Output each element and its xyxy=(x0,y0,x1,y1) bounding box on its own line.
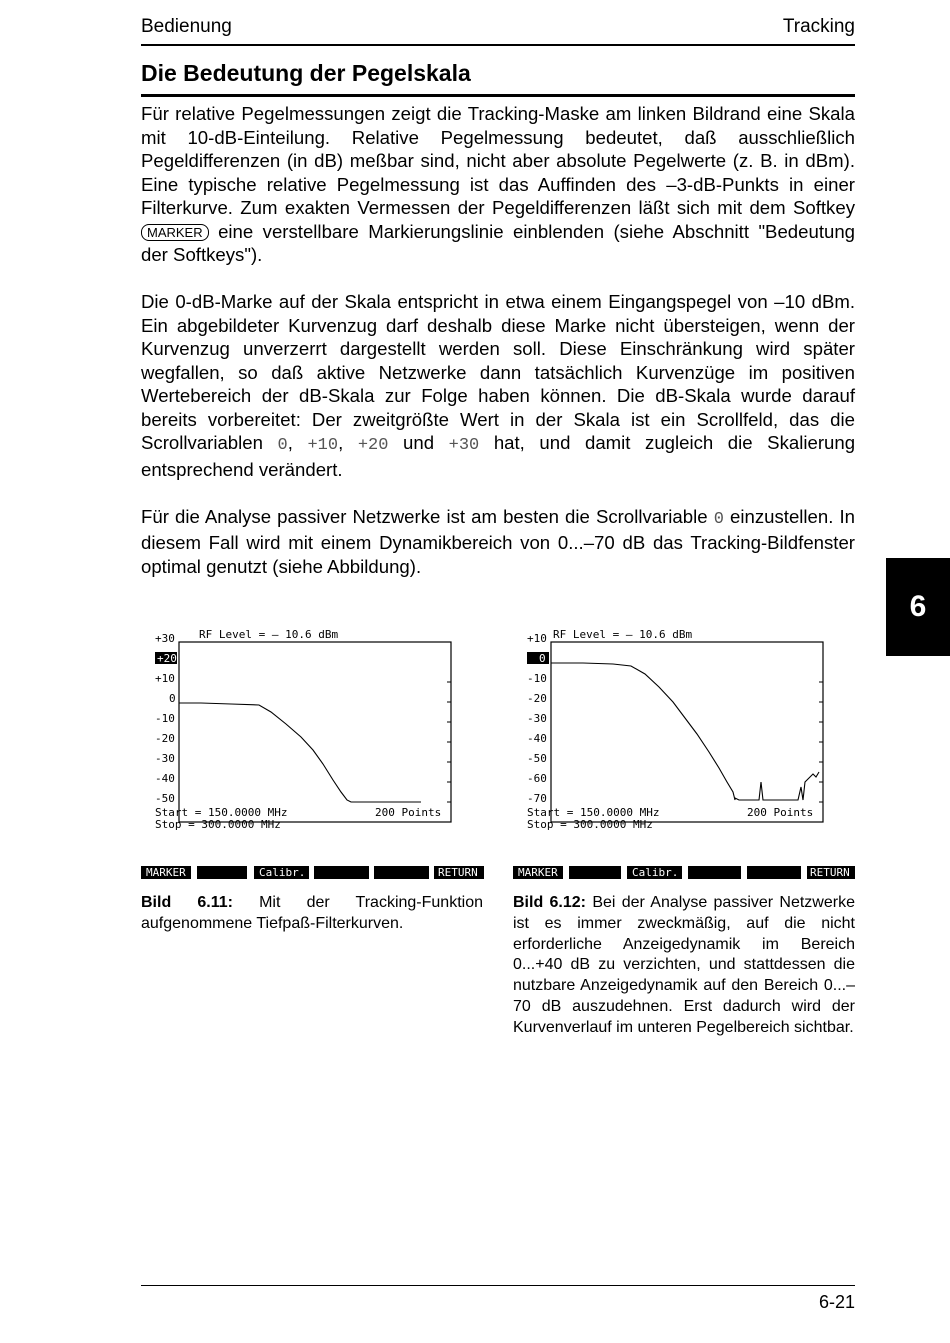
y-label: -40 xyxy=(155,772,175,785)
rf-level-readout: RF Level = – 10.6 dBm xyxy=(199,628,339,641)
filter-curve xyxy=(551,663,819,800)
caption-text: Mit der Tracking-Funktion aufgenommene Tiefpaß-Filterkurven. xyxy=(141,894,483,932)
softkey-blank-button[interactable] xyxy=(569,866,621,879)
scroll-field-highlight[interactable] xyxy=(527,652,549,664)
softkey-calibr-label: Calibr. xyxy=(632,866,679,879)
filter-curve xyxy=(179,703,421,802)
y-label: +10 xyxy=(155,672,175,685)
y-label: -60 xyxy=(527,772,547,785)
para2-text-b: hat, und damit zugleich die Skalierung entsprechend verändert. xyxy=(141,432,856,480)
softkey-return-label: RETURN xyxy=(438,866,478,879)
plot-frame xyxy=(179,642,451,822)
para2-text-a: Die 0-dB-Marke auf der Skala entspricht in etwa einem Eingangspegel von –10 dBm. Ein abgebildeter Kurvenzug darf deshalb diese Marke nicht übersteigen, wenn der Kurvenzug unverzerrt dargestellt werden soll. Diese Einschränkung wird später wegfallen, so daß aktive Netzwerke dann tatsächlich Kurvenzüge im positiven Wertebereich der dB-Skala zur Folge haben können. Die dB-Skala wurde darauf bereits vorbereitet: Der zweitgrößte Wert in der Skala ist ein Scrollfeld, das die Scrollvariablen xyxy=(141,291,855,453)
y-label: -50 xyxy=(527,752,547,765)
softkey-marker-label: MARKER xyxy=(146,866,186,879)
softkey-blank-button[interactable] xyxy=(197,866,247,879)
marker-softkey-symbol: MARKER xyxy=(141,224,209,241)
caption-6-11 xyxy=(141,893,483,935)
header-section: Bedienung xyxy=(141,16,232,37)
page-number: 6-21 xyxy=(818,1292,855,1312)
softkey-blank-button[interactable] xyxy=(747,866,801,879)
para3-text-a: Für die Analyse passiver Netzwerke ist am besten die Scrollvariable xyxy=(141,505,708,527)
tracking-screen-1 xyxy=(141,622,486,884)
softkey-blank-button[interactable] xyxy=(314,866,369,879)
scroll-value-0: 0 xyxy=(277,436,288,455)
scroll-value-zero: 0 xyxy=(713,509,724,529)
scroll-value-20: +20 xyxy=(357,436,389,455)
header-chapter: Tracking xyxy=(782,16,855,37)
paragraph-3 xyxy=(141,505,855,579)
points-count: 200 Points xyxy=(375,806,442,819)
softkey-marker-label: MARKER xyxy=(518,866,558,879)
body-text xyxy=(141,102,855,602)
scroll-value-30: +30 xyxy=(448,436,480,455)
para2-und: und xyxy=(403,432,435,453)
start-frequency: Start = 150.0000 MHz xyxy=(527,806,660,819)
y-label: -10 xyxy=(527,672,547,685)
para2-sep1: , xyxy=(287,432,293,453)
softkey-bar xyxy=(513,866,855,879)
paragraph-1 xyxy=(141,102,855,267)
y-label: +10 xyxy=(527,632,547,645)
para3-text-b: einzustellen. In diesem Fall wird mit einem Dynamikbereich von 0...–70 dB das Tracking-Bildfenster optimal genutzt (siehe Abbildung). xyxy=(141,505,856,577)
caption-6-12 xyxy=(513,893,855,1039)
caption-label: Bild 6.12: xyxy=(513,894,586,911)
y-label: -20 xyxy=(527,692,547,705)
stop-frequency: Stop = 300.0000 MHz xyxy=(527,818,653,831)
softkey-blank-button[interactable] xyxy=(374,866,429,879)
para1-text-b: eine verstellbare Markierungslinie einblenden (siehe Abschnitt "Bedeutung der Softkeys"). xyxy=(141,220,856,265)
caption-label: Bild 6.11: xyxy=(141,894,233,911)
points-count: 200 Points xyxy=(747,806,814,819)
softkey-bar xyxy=(141,866,484,879)
y-label: 0 xyxy=(169,692,176,705)
tracking-screen-2 xyxy=(513,622,858,884)
y-label: -50 xyxy=(155,792,175,805)
section-title: Die Bedeutung der Pegelskala xyxy=(141,60,855,97)
para1-text-a: Für relative Pegelmessungen zeigt die Tracking-Maske am linken Bildrand eine Skala mit 10-dB-Einteilung. Relative Pegelmessung bedeutet, daß ausschließlich Pegeldifferenzen (in dB) meßbar sind, nicht aber absolute Pegelwerte (z. B. in dBm). Eine typische relative Pegelmessung ist das Auffinden des –3-dB-Punkts in einer Filterkurve. Zum exakten Vermessen der Pegeldifferenzen läßt sich mit dem Softkey xyxy=(141,103,855,218)
y-label: +30 xyxy=(155,632,175,645)
figure-6-12 xyxy=(513,622,858,884)
figure-6-11 xyxy=(141,622,486,884)
scroll-field-value[interactable]: +20 xyxy=(157,652,177,665)
scroll-field-value[interactable]: 0 xyxy=(539,652,546,665)
caption-text: Bei der Analyse passiver Netzwerke ist es immer zweckmäßig, auf die nicht erforderliche Anzeigedynamik im Bereich 0...+40 dB zu verzichten, und stattdessen die nutzbare Anzeigedynamik auf den Bereich 0...–70 dB auszudehnen. Erst dadurch wird der Kurvenverlauf im unteren Pegelbereich sichtbar. xyxy=(513,894,855,1036)
y-label: -70 xyxy=(527,792,547,805)
page-header xyxy=(141,16,855,46)
y-label: -10 xyxy=(155,712,175,725)
y-label: -20 xyxy=(155,732,175,745)
paragraph-2 xyxy=(141,290,855,481)
softkey-blank-button[interactable] xyxy=(688,866,741,879)
softkey-calibr-label: Calibr. xyxy=(259,866,306,879)
softkey-return-label: RETURN xyxy=(810,866,850,879)
start-frequency: Start = 150.0000 MHz xyxy=(155,806,288,819)
para2-sep2: , xyxy=(338,432,344,453)
scroll-value-10: +10 xyxy=(307,436,339,455)
rf-level-readout: RF Level = – 10.6 dBm xyxy=(553,628,693,641)
y-label: -30 xyxy=(155,752,175,765)
stop-frequency: Stop = 300.0000 MHz xyxy=(155,818,281,831)
plot-frame xyxy=(551,642,823,822)
chapter-tab: 6 xyxy=(886,558,950,656)
y-label: -40 xyxy=(527,732,547,745)
page-footer xyxy=(141,1285,855,1312)
y-label: -30 xyxy=(527,712,547,725)
